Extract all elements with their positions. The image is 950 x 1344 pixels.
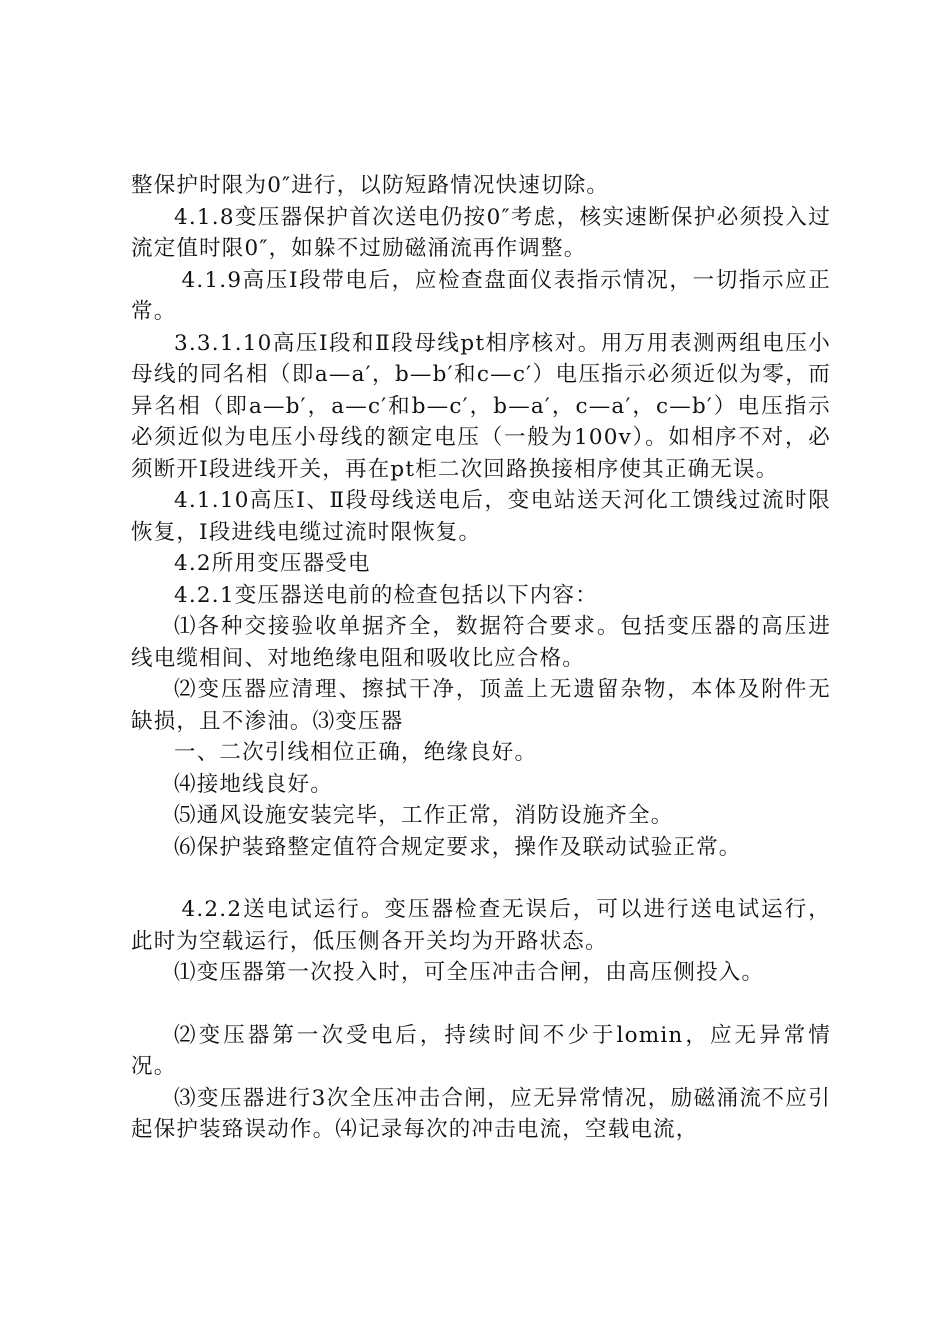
paragraph-4-1-9: 4.1.9高压Ⅰ段带电后，应检查盘面仪表指示情况，一切指示应正常。 — [131, 267, 831, 324]
list-item-3-continued: 一、二次引线相位正确，绝缘良好。 — [174, 740, 538, 765]
list-item-5: ⑸通风设施安装完毕，工作正常，消防设施齐全。 — [174, 803, 674, 828]
trial-step-3-4: ⑶变压器进行3次全压冲击合闸，应无异常情况，励磁涌流不应引起保护装臵误动作。⑷记录每次的冲击电流，空载电流， — [131, 1085, 831, 1142]
paragraph-4-1-10: 4.1.10高压Ⅰ、Ⅱ段母线送电后，变电站送天河化工馈线过流时限恢复，Ⅰ段进线电缆过流时限恢复。 — [131, 488, 831, 545]
list-item-1: ⑴各种交接验收单据齐全，数据符合要求。包括变压器的高压进线电缆相间、对地绝缘电阻和吸收比应合格。 — [131, 614, 831, 671]
paragraph-4-1-8: 4.1.8变压器保护首次送电仍按0″考虑，核实速断保护必须投入过流定值时限0″，如躲不过励磁涌流再作调整。 — [131, 204, 831, 261]
paragraph-protection-time-limit: 整保护时限为0″进行，以防短路情况快速切除。 — [131, 173, 610, 198]
trial-step-1: ⑴变压器第一次投入时，可全压冲击合闸，由高压侧投入。 — [174, 960, 765, 985]
list-item-2: ⑵变压器应清理、擦拭干净，顶盖上无遗留杂物，本体及附件无缺损，且不渗油。⑶变压器 — [131, 677, 831, 734]
paragraph-4-2-2: 4.2.2送电试运行。变压器检查无误后，可以进行送电试运行，此时为空载运行，低压侧各开关均为开路状态。 — [131, 897, 831, 954]
paragraph-3-3-1-10: 3.3.1.10高压Ⅰ段和Ⅱ段母线pt相序核对。用万用表测两组电压小母线的同名相（即a—a′，b—b′和c—c′）电压指示必须近似为零，而异名相（即a—b′，a—c′和b—c′，b—a′，c—a′，c—b′）电压指示必须近似为电压小母线的额定电压（一般为100v）。如相序不对，必须断开Ⅰ段进线开关，再在pt柜二次回路换接相序使其正确无误。 — [131, 330, 831, 482]
section-heading-4-2: 4.2所用变压器受电 — [174, 551, 371, 576]
document-body — [131, 170, 831, 1146]
list-item-4: ⑷接地线良好。 — [174, 771, 333, 797]
paragraph-4-2-1: 4.2.1变压器送电前的检查包括以下内容： — [174, 582, 598, 608]
trial-step-2: ⑵变压器第一次受电后，持续时间不少于lomin，应无异常情况。 — [131, 1022, 831, 1079]
list-item-6: ⑹保护装臵整定值符合规定要求，操作及联动试验正常。 — [174, 834, 742, 860]
